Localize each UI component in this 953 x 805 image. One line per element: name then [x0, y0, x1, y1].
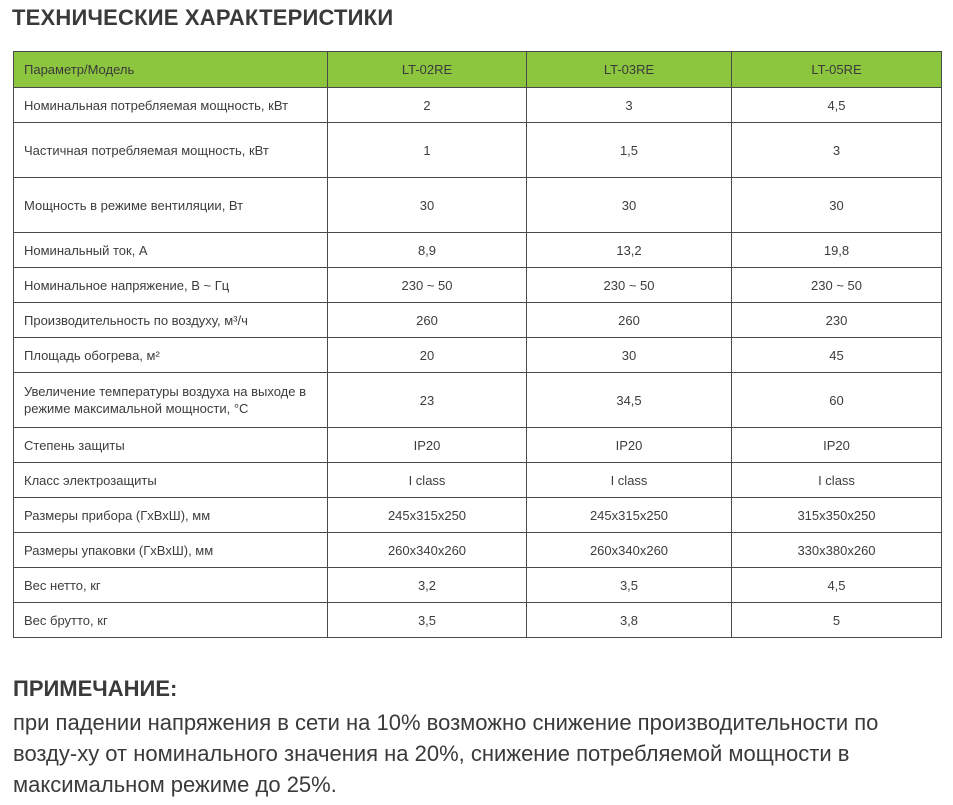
header-cell-model: LT-02RE	[328, 52, 527, 88]
specs-table	[13, 51, 942, 638]
value-cell: 260	[527, 303, 732, 338]
table-row	[14, 568, 942, 603]
note-title: ПРИМЕЧАНИЕ:	[13, 676, 178, 701]
header-cell-model: LT-03RE	[527, 52, 732, 88]
param-cell: Мощность в режиме вентиляции, Вт	[14, 178, 328, 233]
table-row	[14, 268, 942, 303]
table-row	[14, 123, 942, 178]
value-cell: I class	[328, 463, 527, 498]
value-cell: 245х315х250	[328, 498, 527, 533]
value-cell: 230 ~ 50	[527, 268, 732, 303]
value-cell: I class	[732, 463, 942, 498]
value-cell: 260х340х260	[328, 533, 527, 568]
value-cell: 2	[328, 88, 527, 123]
table-row	[14, 533, 942, 568]
header-cell-model: LT-05RE	[732, 52, 942, 88]
table-row	[14, 303, 942, 338]
value-cell: 5	[732, 603, 942, 638]
param-cell: Производительность по воздуху, м³/ч	[14, 303, 328, 338]
table-row	[14, 498, 942, 533]
value-cell: 60	[732, 373, 942, 428]
table-row	[14, 603, 942, 638]
page-title: ТЕХНИЧЕСКИЕ ХАРАКТЕРИСТИКИ	[12, 5, 394, 30]
value-cell: 315х350х250	[732, 498, 942, 533]
param-cell: Класс электрозащиты	[14, 463, 328, 498]
table-row	[14, 88, 942, 123]
value-cell: 4,5	[732, 88, 942, 123]
table-header-row	[14, 52, 942, 88]
value-cell: 23	[328, 373, 527, 428]
value-cell: 13,2	[527, 233, 732, 268]
param-cell: Частичная потребляемая мощность, кВт	[14, 123, 328, 178]
header-cell-param: Параметр/Модель	[14, 52, 328, 88]
param-cell: Увеличение температуры воздуха на выходе в режиме максимальной мощности, °С	[14, 373, 328, 428]
value-cell: 20	[328, 338, 527, 373]
value-cell: 230 ~ 50	[328, 268, 527, 303]
table-row	[14, 463, 942, 498]
value-cell: 3	[527, 88, 732, 123]
param-cell: Площадь обогрева, м²	[14, 338, 328, 373]
param-cell: Номинальная потребляемая мощность, кВт	[14, 88, 328, 123]
param-cell: Вес нетто, кг	[14, 568, 328, 603]
value-cell: 45	[732, 338, 942, 373]
value-cell: 19,8	[732, 233, 942, 268]
table-row	[14, 373, 942, 428]
value-cell: 1	[328, 123, 527, 178]
value-cell: 30	[527, 178, 732, 233]
value-cell: 8,9	[328, 233, 527, 268]
value-cell: 245х315х250	[527, 498, 732, 533]
param-cell: Размеры прибора (ГхВхШ), мм	[14, 498, 328, 533]
value-cell: 4,5	[732, 568, 942, 603]
value-cell: 230	[732, 303, 942, 338]
value-cell: 260	[328, 303, 527, 338]
value-cell: 3,5	[527, 568, 732, 603]
value-cell: IP20	[732, 428, 942, 463]
table-row	[14, 428, 942, 463]
value-cell: 3,5	[328, 603, 527, 638]
value-cell: 34,5	[527, 373, 732, 428]
table-row	[14, 178, 942, 233]
value-cell: 3,2	[328, 568, 527, 603]
param-cell: Номинальное напряжение, В ~ Гц	[14, 268, 328, 303]
value-cell: 3	[732, 123, 942, 178]
param-cell: Вес брутто, кг	[14, 603, 328, 638]
param-cell: Размеры упаковки (ГхВхШ), мм	[14, 533, 328, 568]
value-cell: 30	[732, 178, 942, 233]
param-cell: Номинальный ток, А	[14, 233, 328, 268]
value-cell: 30	[328, 178, 527, 233]
value-cell: IP20	[527, 428, 732, 463]
value-cell: 3,8	[527, 603, 732, 638]
table-row	[14, 233, 942, 268]
value-cell: 1,5	[527, 123, 732, 178]
value-cell: 330х380х260	[732, 533, 942, 568]
value-cell: 260х340х260	[527, 533, 732, 568]
value-cell: 30	[527, 338, 732, 373]
value-cell: I class	[527, 463, 732, 498]
table-row	[14, 338, 942, 373]
value-cell: IP20	[328, 428, 527, 463]
note-text: при падении напряжения в сети на 10% возможно снижение производительности по возду-ху от номинального значения на 20%, снижение потребляемой мощности в максимальном режиме до 25%.	[13, 710, 879, 797]
param-cell: Степень защиты	[14, 428, 328, 463]
value-cell: 230 ~ 50	[732, 268, 942, 303]
